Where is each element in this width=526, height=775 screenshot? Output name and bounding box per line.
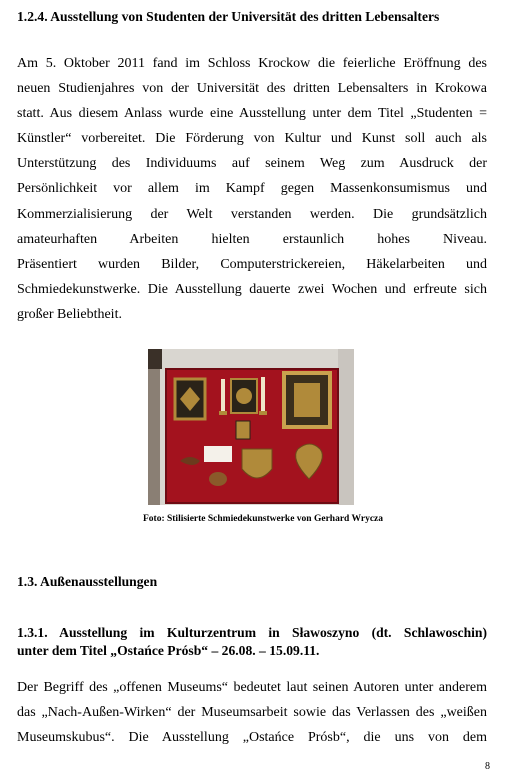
text-line: Museumskubus“. Die Ausstellung „Ostańce Prósb“, die uns von dem bbox=[17, 730, 487, 746]
text-line: statt. Aus diesem Anlass wurde eine Ausstellung unter dem Titel „Studenten = bbox=[17, 106, 487, 122]
small-plaque bbox=[236, 421, 250, 439]
paragraph-1-2-4 bbox=[17, 51, 487, 327]
text-line: Präsentiert wurden Bilder, Computerstrickereien, Häkelarbeiten und bbox=[17, 256, 487, 272]
section-heading-1-3: 1.3. Außenausstellungen bbox=[17, 574, 158, 589]
text-line: das „Nach-Außen-Wirken“ der Museumsarbeit sowie das Verlassen des „weißen bbox=[17, 705, 487, 721]
wrought-iron-frame-left bbox=[175, 379, 205, 419]
text-line: großer Beliebtheit. bbox=[17, 306, 122, 322]
text-line: Unterstützung des Individuums auf seinem Weg zum Ausdruck der bbox=[17, 156, 487, 172]
text-line: Künstler“ vorbereitet. Die Förderung von Kultur und Kunst soll auch als bbox=[17, 131, 487, 147]
exhibition-photo bbox=[148, 349, 354, 505]
round-plate-relief bbox=[209, 472, 227, 486]
text-line: Am 5. Oktober 2011 fand im Schloss Krockow die feierliche Eröffnung des bbox=[17, 56, 487, 71]
photo-illustration bbox=[148, 349, 354, 505]
section-heading-1-3-1 bbox=[17, 624, 487, 660]
text-line: Persönlichkeit vor allem im Kampf gegen Massenkonsumismus und bbox=[17, 181, 487, 197]
text-line: Schmiedekunstwerke. Die Ausstellung dauerte zwei Wochen und erfreute sich bbox=[17, 281, 487, 297]
page-number: 8 bbox=[485, 761, 490, 772]
wrought-iron-frame-right bbox=[284, 373, 330, 427]
paragraph-1-3-1 bbox=[17, 675, 487, 750]
wrought-iron-frame-center bbox=[231, 379, 257, 413]
figure-caption: Foto: Stilisierte Schmiedekunstwerke von Gerhard Wrycza bbox=[142, 514, 384, 524]
heading-line: unter dem Titel „Ostańce Prósb“ – 26.08. – 15.09.11. bbox=[17, 643, 320, 658]
text-line: amateurhaften Arbeiten hielten erstaunlich hohes Niveau. bbox=[17, 231, 487, 247]
text-line: neuen Studienjahres von der Universität des dritten Lebensalters in Krokowa bbox=[17, 81, 487, 97]
text-line: Kommerzialisierung der Welt verstanden werden. Die grundsätzlich bbox=[17, 206, 487, 222]
text-line: Der Begriff des „offenen Museums“ bedeutet laut seinen Autoren unter anderem bbox=[17, 680, 487, 695]
heading-line: 1.3.1. Ausstellung im Kulturzentrum in Sławoszyno (dt. Schlawoschin) bbox=[17, 625, 487, 640]
eagle-shield-relief bbox=[242, 449, 272, 478]
section-heading-1-2-4: 1.2.4. Ausstellung von Studenten der Universität des dritten Lebensalters bbox=[17, 9, 440, 24]
label-card bbox=[204, 446, 232, 462]
